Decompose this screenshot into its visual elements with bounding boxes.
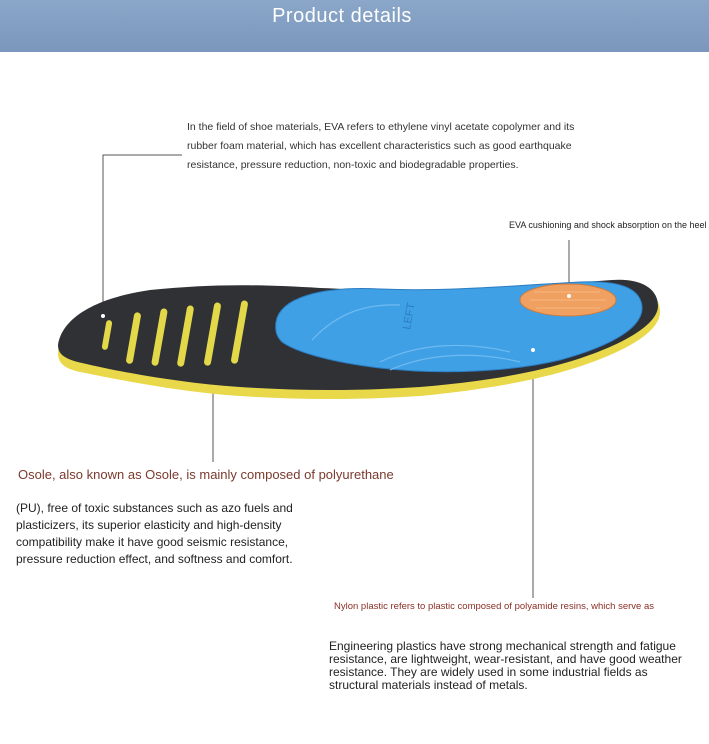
osole-description: (PU), free of toxic substances such as azo fuels and plasticizers, its superior elasticity and high-density compatibility make it have good seismic resistance, pressure reduction effect, and softness and comfort. (16, 501, 293, 566)
engineering-plastics-description: Engineering plastics have strong mechanical strength and fatigue resistance, are lightweight, wear-resistant, and have good weather resistance. They are widely used in some industrial fields as structural materials instead of metals. (329, 639, 682, 692)
osole-title: Osole, also known as Osole, is mainly composed of polyurethane (18, 467, 394, 482)
page-title: Product details (272, 5, 412, 27)
nylon-title: Nylon plastic refers to plastic composed of polyamide resins, which serve as (334, 601, 654, 612)
insole-imprint: LEFT (401, 301, 418, 331)
heel-cushion-label: EVA cushioning and shock absorption on the heel (509, 220, 707, 230)
eva-description: In the field of shoe materials, EVA refers to ethylene vinyl acetate copolymer and its rubber foam material, which has excellent characteristics such as good earthquake resistance, pressure reduction, non-toxic and biodegradable properties. (187, 121, 575, 171)
